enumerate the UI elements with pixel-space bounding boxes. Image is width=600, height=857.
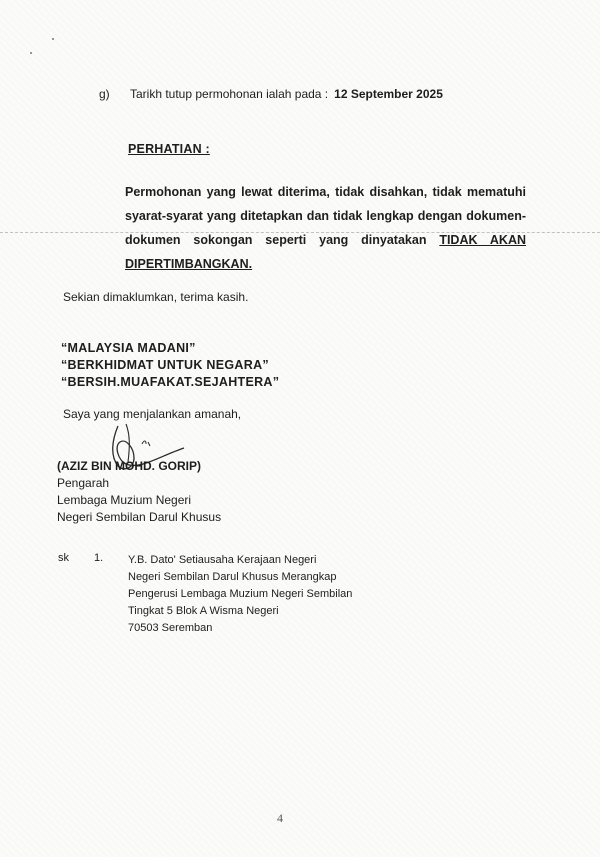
item-marker: g) — [99, 87, 110, 101]
scan-speck — [52, 38, 54, 40]
page-number: 4 — [277, 811, 283, 825]
cc-line: Negeri Sembilan Darul Khusus Merangkap — [128, 571, 337, 583]
cc-line: Pengerusi Lembaga Muzium Negeri Sembilan — [128, 588, 353, 600]
cc-number: 1. — [94, 552, 104, 564]
cc-label: sk — [58, 552, 69, 564]
slogan-line: “MALAYSIA MADANI” — [61, 341, 196, 355]
cc-recipient — [128, 552, 352, 637]
signatory-name: (AZIZ BIN MOHD. GORIP) — [57, 459, 201, 473]
closing-date-value: 12 September 2025 — [334, 87, 443, 101]
attention-heading: PERHATIAN : — [128, 142, 210, 156]
signatory-state: Negeri Sembilan Darul Khusus — [57, 510, 222, 524]
slogans — [61, 340, 279, 391]
slogan-line: “BERKHIDMAT UNTUK NEGARA” — [61, 358, 269, 372]
scan-speck — [30, 52, 32, 54]
attention-body — [125, 180, 526, 276]
closing-line: Sekian dimaklumkan, terima kasih. — [63, 290, 249, 304]
attention-warning: TIDAK AKAN DIPERTIMBANGKAN. — [125, 233, 526, 271]
cc-line: Tingkat 5 Blok A Wisma Negeri — [128, 605, 279, 617]
closing-date-text — [130, 87, 443, 101]
cc-line: 70503 Seremban — [128, 622, 213, 634]
closing-date-label: Tarikh tutup permohonan ialah pada : — [130, 87, 329, 101]
signatory-title: Pengarah — [57, 476, 110, 490]
attention-text: Permohonan yang lewat diterima, tidak disahkan, tidak mematuhi syarat-syarat yang ditetapkan dan tidak lengkap dengan dokumen-dokumen sokongan seperti yang dinyatakan — [125, 185, 526, 247]
signatory-block — [57, 458, 221, 526]
trust-line: Saya yang menjalankan amanah, — [63, 407, 242, 421]
slogan-line: “BERSIH.MUAFAKAT.SEJAHTERA” — [61, 375, 280, 389]
signatory-organization: Lembaga Muzium Negeri — [57, 493, 192, 507]
cc-line: Y.B. Dato' Setiausaha Kerajaan Negeri — [128, 554, 317, 566]
